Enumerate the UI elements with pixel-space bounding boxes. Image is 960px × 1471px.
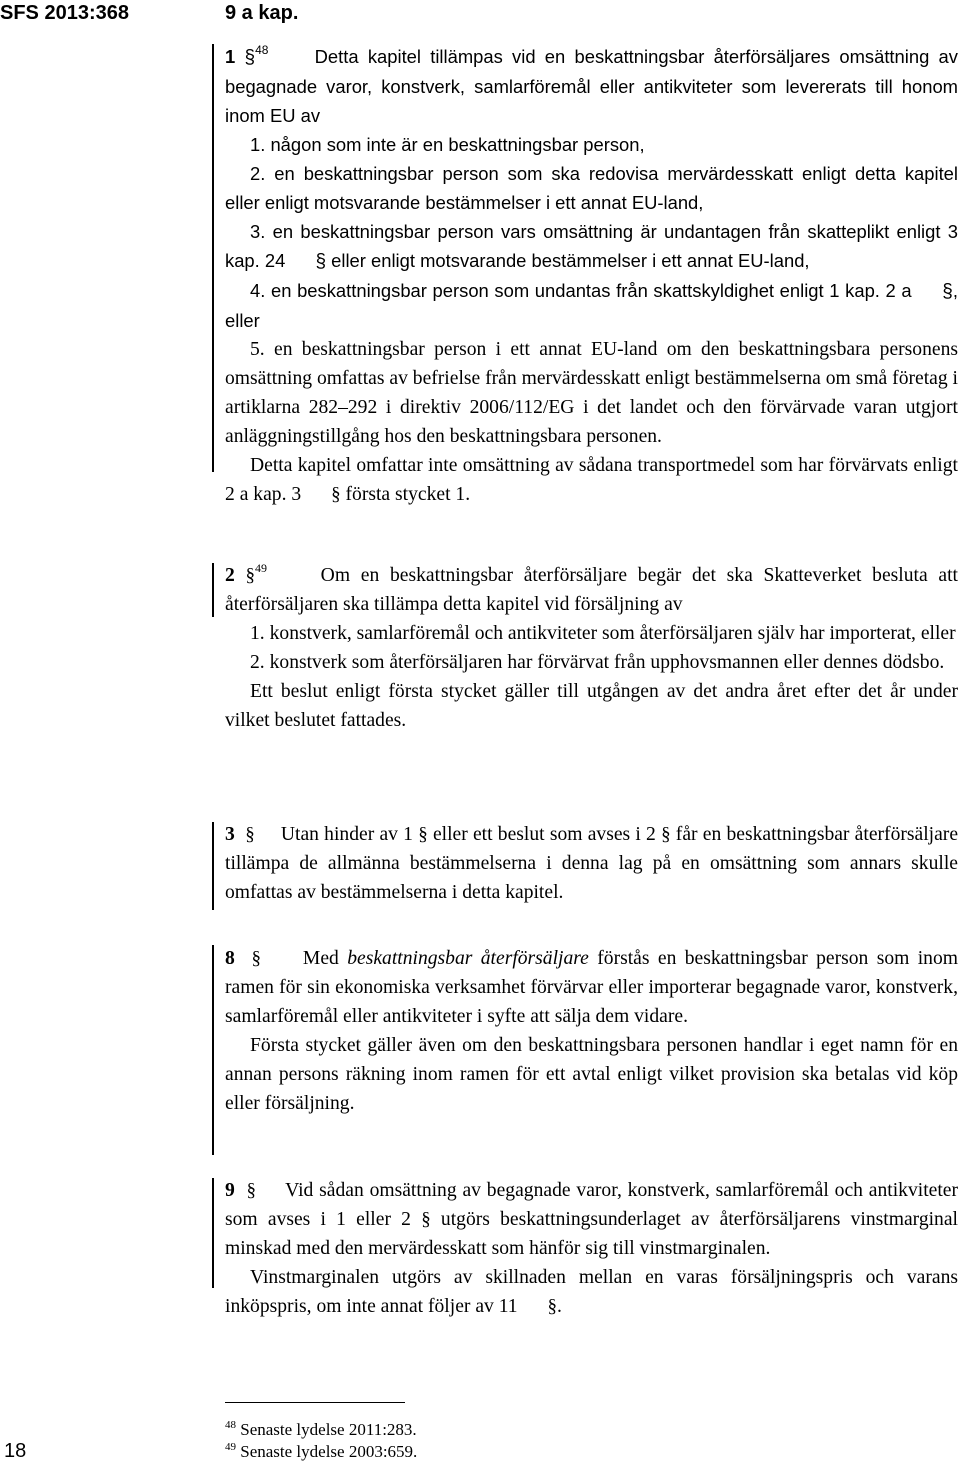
section-text: förstås en beskattningsbar person som inom ramen för sin ekonomiska verksamhet förvärvar eller importerar begagnade varor, konstverk, samlarföremål eller antikviteter i syfte att sälja dem vidare. [225,948,958,1027]
list-item: 2. konstverk som återförsäljaren har förvärvat från upphovsmannen eller dennes dödsbo. [250,652,945,673]
section-8 [225,944,958,1118]
section-number: 3 [225,824,235,845]
section-sign: § [246,1180,256,1201]
footnote-ref: 49 [255,561,268,575]
paragraph: Första stycket gäller även om den beskattningsbara personen handlar i eget namn för en annan persons räkning inom ramen för ett avtal enligt vilket provision ska betalas vid köp eller försäljning. [225,1035,958,1114]
sfs-reference: SFS 2013:368 [0,2,129,24]
section-sign: § [942,281,953,302]
footnote-text: Senaste lydelse 2003:659. [240,1442,418,1461]
footnote-rule [225,1402,405,1403]
section-number: 2 [225,565,235,586]
section-sign: § [418,824,428,845]
section-sign: § [661,824,671,845]
section-text: Vid sådan omsättning av begagnade varor, konstverk, samlarföremål och antikviteter som avses i 1 eller 2 [225,1180,958,1230]
section-3 [225,820,958,907]
section-sign: § [245,565,256,586]
footnote-ref: 48 [255,43,269,57]
list-item-text: eller enligt motsvarande bestämmelser i ett annat EU-land, [331,250,810,271]
section-sign: § [245,824,255,845]
list-item: 1. någon som inte är en beskattningsbar person, [250,134,645,155]
section-text: får en beskattningsbar återförsäljare tillämpa de allmänna bestämmelserna i denna lag på en omsättning som annars skulle omfattas av bestämmelserna i detta kapitel. [225,824,959,903]
change-bar [212,945,214,1155]
change-bar [212,822,214,910]
section-sign: § [331,484,341,505]
section-number: 8 [225,948,235,969]
footnote-number: 49 [225,1441,236,1453]
section-sign: § [547,1296,557,1317]
section-text: eller ett beslut som avses i 2 [432,824,656,845]
list-item: 2. en beskattningsbar person som ska redovisa mervärdesskatt enligt detta kapitel eller enligt motsvarande bestämmelser i ett annat EU-land, [225,163,958,213]
section-text: Detta kapitel tillämpas vid en beskattningsbar återförsäljares omsättning av begagnade varor, konstverk, samlarföremål eller antikviteter som levererats till honom inom EU av [225,46,958,126]
section-number: 1 [225,46,236,67]
section-sign: § [421,1209,431,1230]
section-text: Utan hinder av 1 [280,824,413,845]
section-number: 9 [225,1180,235,1201]
paragraph: Ett beslut enligt första stycket gäller till utgången av det andra året efter det år under vilket beslutet fattades. [225,681,958,731]
section-2 [225,561,958,735]
section-sign: § [315,251,327,272]
defined-term: beskattningsbar återförsäljare [347,948,589,969]
list-item-text: , eller [225,280,958,331]
paragraph-text: . [556,1296,562,1317]
paragraph-text: Vinstmarginalen utgörs av skillnaden mellan en varas försäljningspris och varans inköpspris, om inte annat följer av 11 [225,1267,958,1317]
footnote [225,1420,417,1440]
paragraph [225,1263,958,1321]
section-sign: § [251,948,262,969]
section-1 [225,42,958,509]
section-text: Om en beskattningsbar återförsäljare begär det ska Skatteverket besluta att återförsäljaren ska tillämpa detta kapitel vid försäljning av [225,565,958,615]
list-item [225,217,958,276]
section-sign: § [244,47,256,68]
paragraph-text: första stycket 1. [345,484,471,505]
section-text: Med [302,948,339,969]
section-text: utgörs beskattningsunderlaget av återförsäljarens vinstmarginal minskad med den mervärdesskatt som hänför sig till vinstmarginalen. [225,1209,958,1259]
footnote-number: 48 [225,1419,236,1431]
list-item: 1. konstverk, samlarföremål och antikviteter som återförsäljaren själv har importerat, eller [250,623,956,644]
change-bar [212,1178,214,1288]
footnote-text: Senaste lydelse 2011:283. [240,1420,417,1439]
list-item-text: 3. en beskattningsbar person vars omsättning är undantagen från skatteplikt enligt 3 kap. 24 [225,221,958,271]
paragraph-text: Detta kapitel omfattar inte omsättning av sådana transportmedel som har förvärvats enligt 2 a kap. 3 [225,455,958,505]
paragraph [225,451,958,509]
change-bar [212,563,214,617]
list-item-text: 4. en beskattningsbar person som undantas från skattskyldighet enligt 1 kap. 2 a [250,280,912,301]
section-9 [225,1176,958,1321]
list-item: 5. en beskattningsbar person i ett annat EU-land om den beskattningsbara personens omsättning omfattas av befrielse från mervärdesskatt enligt bestämmelserna om små företag i artiklarna 282–292 i direktiv 2006/112/EG i det landet och den förvärvade varan utgjort anläggningstillgång hos den beskattningsbara personen. [225,339,958,447]
list-item [225,276,958,335]
page-number: 18 [4,1440,27,1462]
change-bar [212,44,214,472]
footnote [225,1442,417,1462]
chapter-heading: 9 a kap. [225,2,299,24]
